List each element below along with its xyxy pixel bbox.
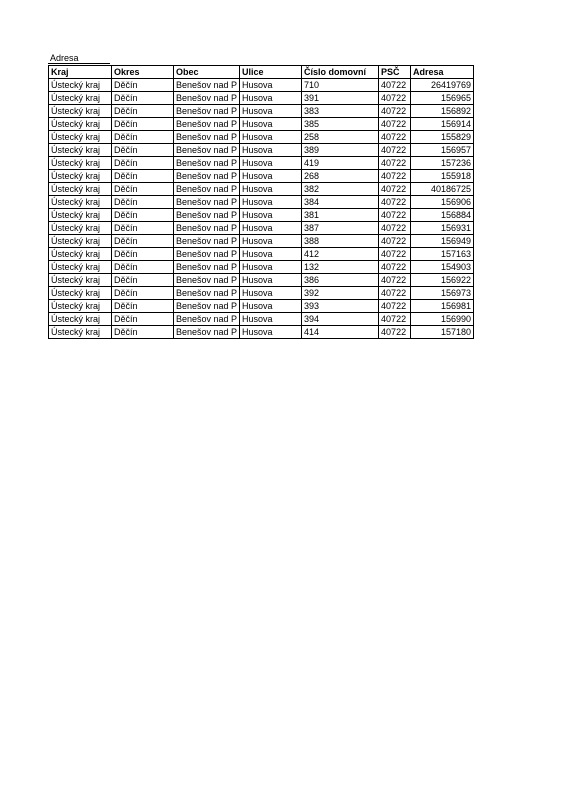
ulice-cell: Husova <box>240 92 302 105</box>
psc-cell: 40722 <box>379 131 411 144</box>
adresa-cell: 157236 <box>411 157 474 170</box>
okres-cell: Děčín <box>112 131 174 144</box>
okres-cell: Děčín <box>112 274 174 287</box>
cislo-domovni-cell: 268 <box>302 170 379 183</box>
obec-cell: Benešov nad P <box>174 157 240 170</box>
adresa-cell: 156922 <box>411 274 474 287</box>
kraj-cell: Ústecký kraj <box>49 170 112 183</box>
psc-cell: 40722 <box>379 248 411 261</box>
obec-cell: Benešov nad P <box>174 287 240 300</box>
column-header-adresa: Adresa <box>411 66 474 79</box>
cislo-domovni-cell: 382 <box>302 183 379 196</box>
okres-cell: Děčín <box>112 222 174 235</box>
kraj-cell: Ústecký kraj <box>49 131 112 144</box>
cislo-domovni-cell: 383 <box>302 105 379 118</box>
kraj-cell: Ústecký kraj <box>49 248 112 261</box>
psc-cell: 40722 <box>379 118 411 131</box>
psc-cell: 40722 <box>379 274 411 287</box>
kraj-cell: Ústecký kraj <box>49 183 112 196</box>
obec-cell: Benešov nad P <box>174 118 240 131</box>
kraj-cell: Ústecký kraj <box>49 105 112 118</box>
address-table <box>48 65 474 339</box>
cislo-domovni-cell: 391 <box>302 92 379 105</box>
table-row <box>49 261 474 274</box>
ulice-cell: Husova <box>240 183 302 196</box>
column-header-psc: PSČ <box>379 66 411 79</box>
adresa-cell: 26419769 <box>411 79 474 92</box>
okres-cell: Děčín <box>112 118 174 131</box>
adresa-cell: 156884 <box>411 209 474 222</box>
ulice-cell: Husova <box>240 196 302 209</box>
adresa-cell: 40186725 <box>411 183 474 196</box>
cislo-domovni-cell: 388 <box>302 235 379 248</box>
kraj-cell: Ústecký kraj <box>49 300 112 313</box>
adresa-cell: 156981 <box>411 300 474 313</box>
kraj-cell: Ústecký kraj <box>49 274 112 287</box>
okres-cell: Děčín <box>112 157 174 170</box>
cislo-domovni-cell: 394 <box>302 313 379 326</box>
table-row <box>49 274 474 287</box>
ulice-cell: Husova <box>240 248 302 261</box>
column-header-cislo-domovni: Číslo domovní <box>302 66 379 79</box>
ulice-cell: Husova <box>240 157 302 170</box>
cislo-domovni-cell: 258 <box>302 131 379 144</box>
kraj-cell: Ústecký kraj <box>49 261 112 274</box>
kraj-cell: Ústecký kraj <box>49 157 112 170</box>
okres-cell: Děčín <box>112 300 174 313</box>
cislo-domovni-cell: 393 <box>302 300 379 313</box>
table-row <box>49 105 474 118</box>
okres-cell: Děčín <box>112 209 174 222</box>
kraj-cell: Ústecký kraj <box>49 222 112 235</box>
psc-cell: 40722 <box>379 326 411 339</box>
column-header-kraj: Kraj <box>49 66 112 79</box>
obec-cell: Benešov nad P <box>174 222 240 235</box>
ulice-cell: Husova <box>240 222 302 235</box>
kraj-cell: Ústecký kraj <box>49 118 112 131</box>
obec-cell: Benešov nad P <box>174 248 240 261</box>
table-row <box>49 313 474 326</box>
column-header-obec: Obec <box>174 66 240 79</box>
cislo-domovni-cell: 132 <box>302 261 379 274</box>
obec-cell: Benešov nad P <box>174 196 240 209</box>
table-row <box>49 248 474 261</box>
cislo-domovni-cell: 419 <box>302 157 379 170</box>
cislo-domovni-cell: 710 <box>302 79 379 92</box>
kraj-cell: Ústecký kraj <box>49 287 112 300</box>
ulice-cell: Husova <box>240 79 302 92</box>
okres-cell: Děčín <box>112 248 174 261</box>
obec-cell: Benešov nad P <box>174 131 240 144</box>
psc-cell: 40722 <box>379 287 411 300</box>
sheet-title: Adresa <box>48 52 110 64</box>
column-header-ulice: Ulice <box>240 66 302 79</box>
adresa-cell: 156973 <box>411 287 474 300</box>
ulice-cell: Husova <box>240 300 302 313</box>
table-row <box>49 326 474 339</box>
okres-cell: Děčín <box>112 196 174 209</box>
kraj-cell: Ústecký kraj <box>49 326 112 339</box>
okres-cell: Děčín <box>112 261 174 274</box>
psc-cell: 40722 <box>379 92 411 105</box>
adresa-cell: 156965 <box>411 92 474 105</box>
psc-cell: 40722 <box>379 144 411 157</box>
ulice-cell: Husova <box>240 261 302 274</box>
psc-cell: 40722 <box>379 300 411 313</box>
table-row <box>49 235 474 248</box>
ulice-cell: Husova <box>240 144 302 157</box>
cislo-domovni-cell: 414 <box>302 326 379 339</box>
obec-cell: Benešov nad P <box>174 300 240 313</box>
table-row <box>49 196 474 209</box>
obec-cell: Benešov nad P <box>174 261 240 274</box>
psc-cell: 40722 <box>379 222 411 235</box>
ulice-cell: Husova <box>240 235 302 248</box>
table-row <box>49 287 474 300</box>
table-row <box>49 183 474 196</box>
cislo-domovni-cell: 412 <box>302 248 379 261</box>
obec-cell: Benešov nad P <box>174 183 240 196</box>
table-row <box>49 79 474 92</box>
obec-cell: Benešov nad P <box>174 92 240 105</box>
obec-cell: Benešov nad P <box>174 313 240 326</box>
ulice-cell: Husova <box>240 274 302 287</box>
psc-cell: 40722 <box>379 261 411 274</box>
adresa-cell: 156906 <box>411 196 474 209</box>
okres-cell: Děčín <box>112 235 174 248</box>
kraj-cell: Ústecký kraj <box>49 79 112 92</box>
cislo-domovni-cell: 392 <box>302 287 379 300</box>
kraj-cell: Ústecký kraj <box>49 313 112 326</box>
kraj-cell: Ústecký kraj <box>49 235 112 248</box>
okres-cell: Děčín <box>112 313 174 326</box>
okres-cell: Děčín <box>112 170 174 183</box>
ulice-cell: Husova <box>240 287 302 300</box>
ulice-cell: Husova <box>240 313 302 326</box>
adresa-cell: 157163 <box>411 248 474 261</box>
cislo-domovni-cell: 387 <box>302 222 379 235</box>
psc-cell: 40722 <box>379 105 411 118</box>
table-body <box>49 79 474 339</box>
table-row <box>49 92 474 105</box>
okres-cell: Děčín <box>112 183 174 196</box>
ulice-cell: Husova <box>240 326 302 339</box>
ulice-cell: Husova <box>240 118 302 131</box>
psc-cell: 40722 <box>379 170 411 183</box>
table-row <box>49 144 474 157</box>
kraj-cell: Ústecký kraj <box>49 209 112 222</box>
header-row <box>49 66 474 79</box>
psc-cell: 40722 <box>379 209 411 222</box>
adresa-cell: 156892 <box>411 105 474 118</box>
adresa-cell: 156957 <box>411 144 474 157</box>
psc-cell: 40722 <box>379 235 411 248</box>
obec-cell: Benešov nad P <box>174 209 240 222</box>
adresa-cell: 156931 <box>411 222 474 235</box>
psc-cell: 40722 <box>379 183 411 196</box>
table-row <box>49 222 474 235</box>
table-row <box>49 300 474 313</box>
kraj-cell: Ústecký kraj <box>49 144 112 157</box>
adresa-cell: 156990 <box>411 313 474 326</box>
cislo-domovni-cell: 384 <box>302 196 379 209</box>
adresa-cell: 154903 <box>411 261 474 274</box>
okres-cell: Děčín <box>112 287 174 300</box>
psc-cell: 40722 <box>379 79 411 92</box>
obec-cell: Benešov nad P <box>174 79 240 92</box>
okres-cell: Děčín <box>112 79 174 92</box>
obec-cell: Benešov nad P <box>174 170 240 183</box>
kraj-cell: Ústecký kraj <box>49 92 112 105</box>
ulice-cell: Husova <box>240 105 302 118</box>
ulice-cell: Husova <box>240 131 302 144</box>
cislo-domovni-cell: 389 <box>302 144 379 157</box>
table-row <box>49 157 474 170</box>
psc-cell: 40722 <box>379 157 411 170</box>
kraj-cell: Ústecký kraj <box>49 196 112 209</box>
cislo-domovni-cell: 381 <box>302 209 379 222</box>
column-header-okres: Okres <box>112 66 174 79</box>
ulice-cell: Husova <box>240 209 302 222</box>
obec-cell: Benešov nad P <box>174 274 240 287</box>
cislo-domovni-cell: 385 <box>302 118 379 131</box>
ulice-cell: Husova <box>240 170 302 183</box>
table-row <box>49 209 474 222</box>
table-row <box>49 118 474 131</box>
cislo-domovni-cell: 386 <box>302 274 379 287</box>
okres-cell: Děčín <box>112 92 174 105</box>
adresa-cell: 156949 <box>411 235 474 248</box>
obec-cell: Benešov nad P <box>174 105 240 118</box>
table-row <box>49 131 474 144</box>
okres-cell: Děčín <box>112 144 174 157</box>
obec-cell: Benešov nad P <box>174 235 240 248</box>
okres-cell: Děčín <box>112 105 174 118</box>
psc-cell: 40722 <box>379 196 411 209</box>
obec-cell: Benešov nad P <box>174 326 240 339</box>
adresa-cell: 155918 <box>411 170 474 183</box>
okres-cell: Děčín <box>112 326 174 339</box>
adresa-cell: 157180 <box>411 326 474 339</box>
adresa-cell: 156914 <box>411 118 474 131</box>
obec-cell: Benešov nad P <box>174 144 240 157</box>
adresa-cell: 155829 <box>411 131 474 144</box>
table-row <box>49 170 474 183</box>
psc-cell: 40722 <box>379 313 411 326</box>
